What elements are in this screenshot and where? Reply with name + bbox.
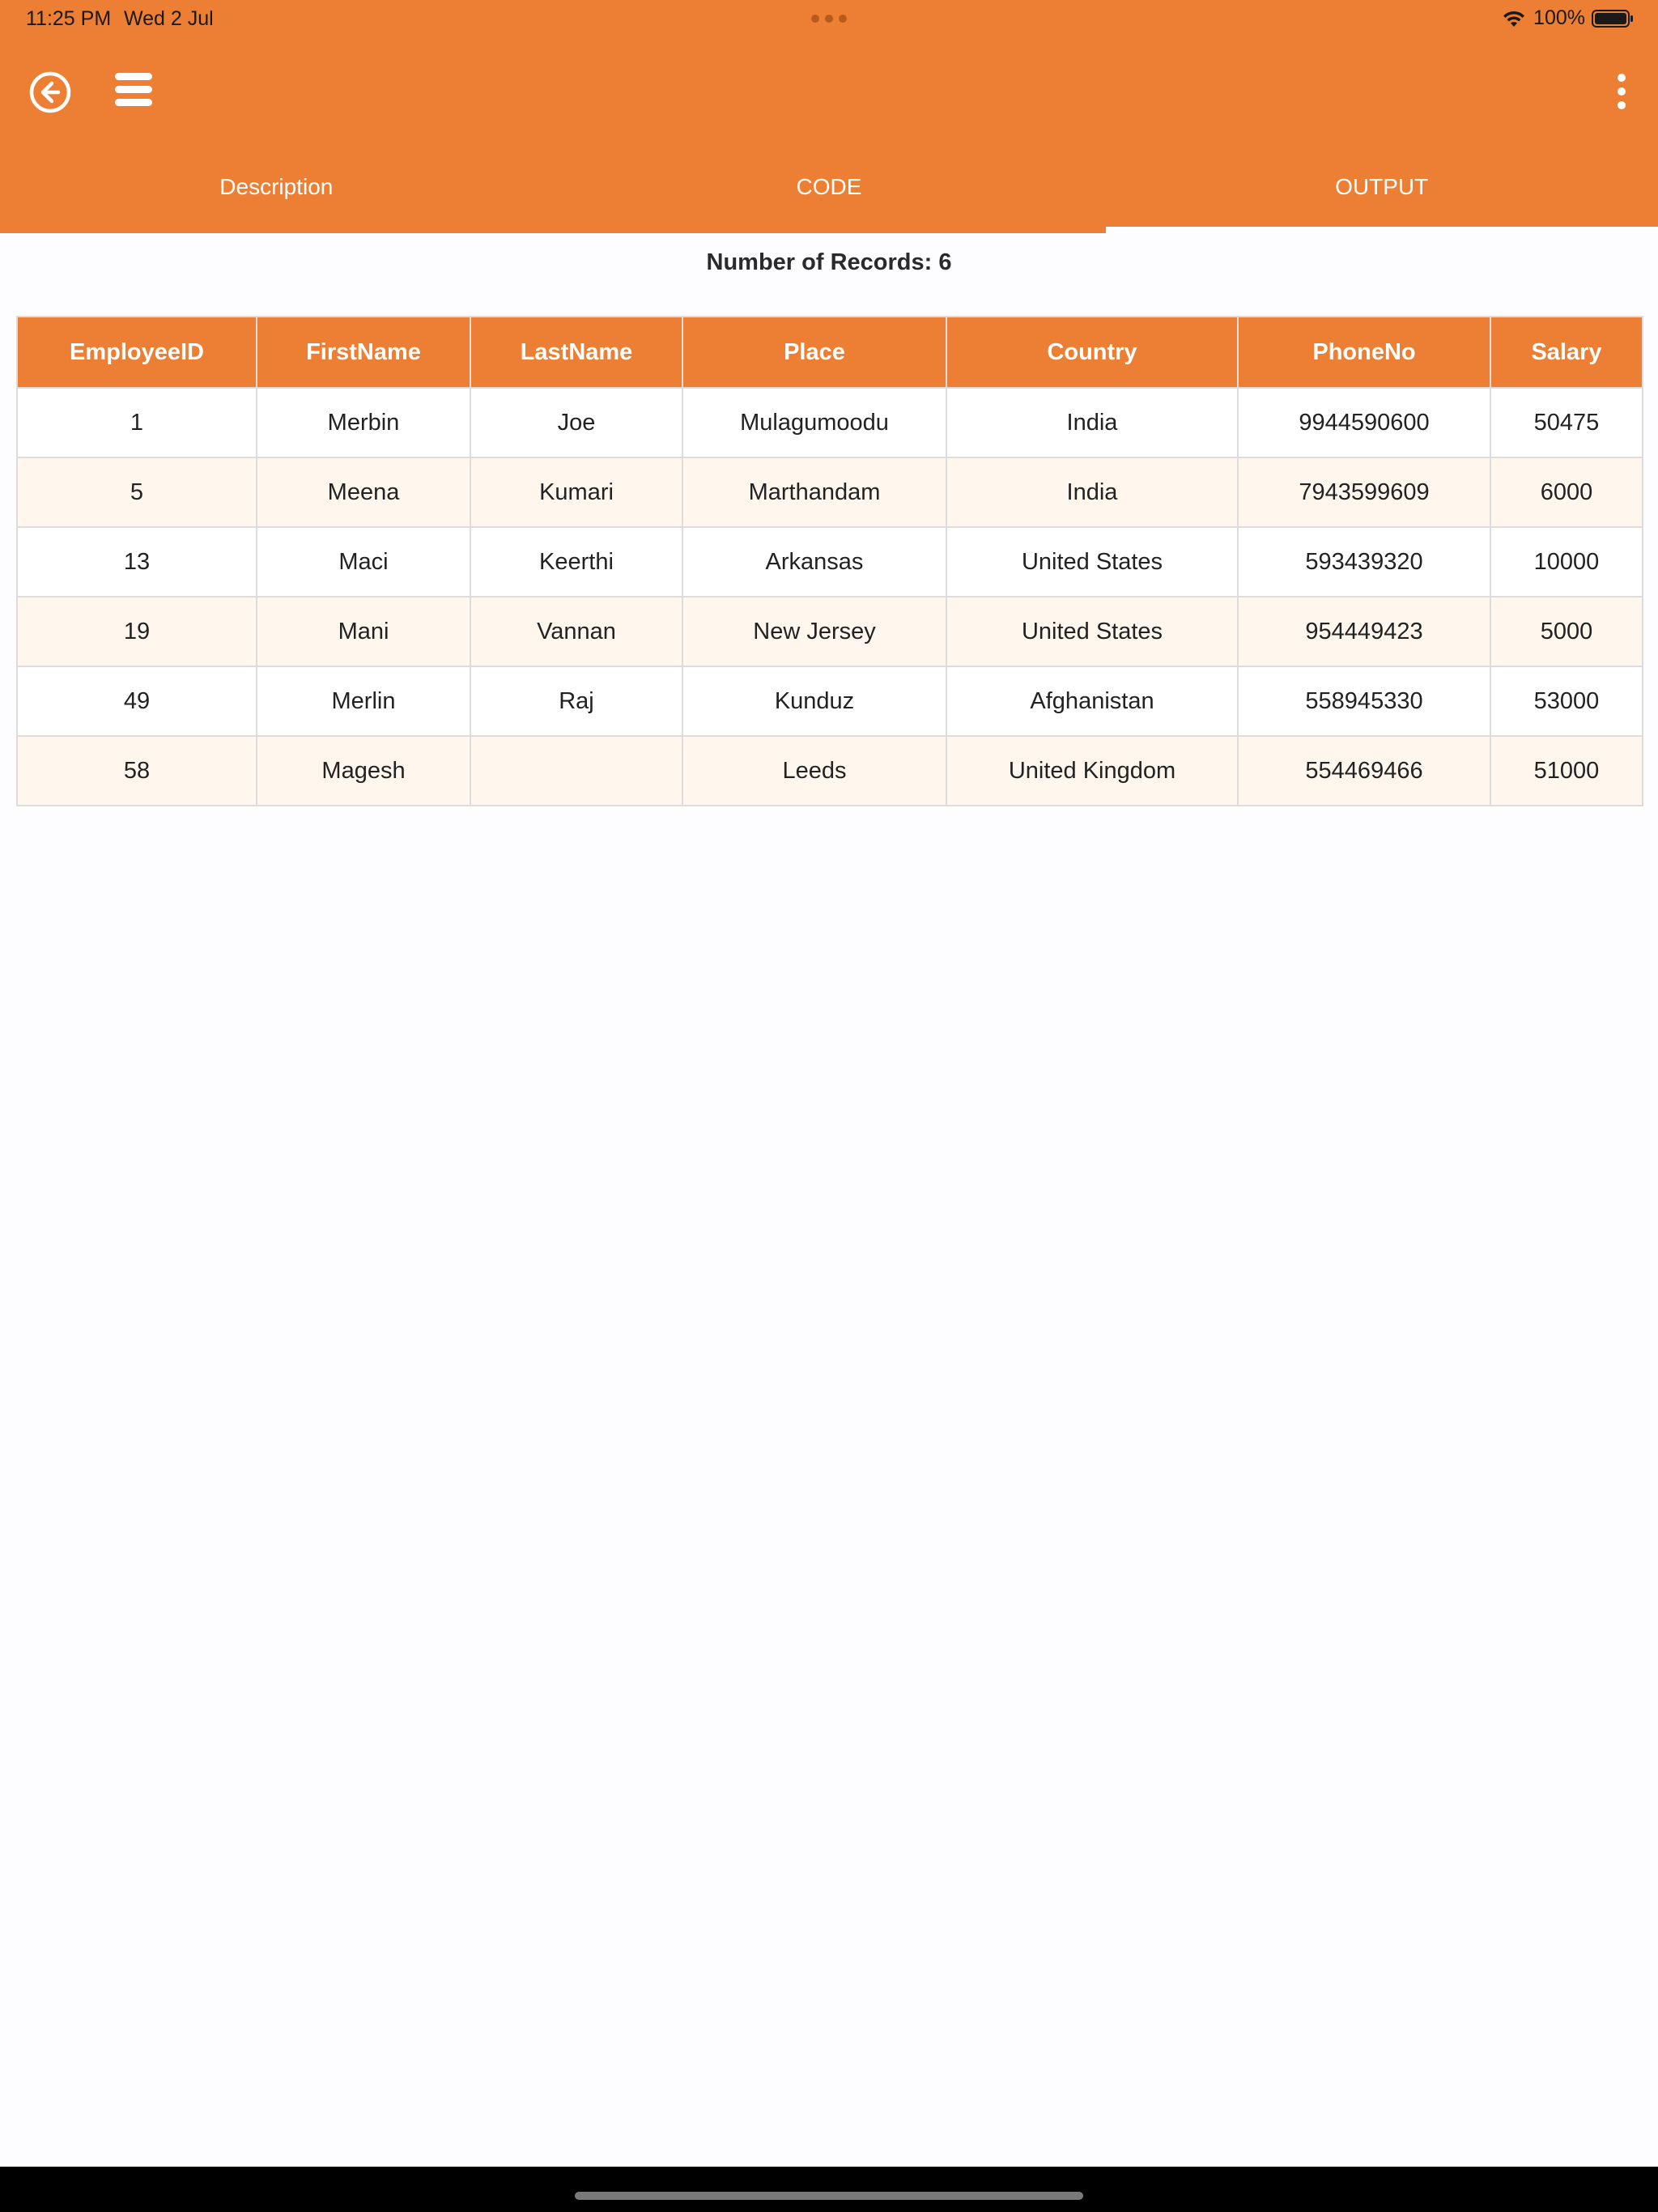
table-cell: 51000 (1490, 736, 1643, 806)
table-cell: Mulagumoodu (682, 388, 946, 457)
table-cell: Leeds (682, 736, 946, 806)
table-cell: Arkansas (682, 527, 946, 597)
table-cell: India (946, 388, 1238, 457)
table-row[interactable] (17, 527, 1643, 597)
table-cell: United Kingdom (946, 736, 1238, 806)
status-bar (0, 0, 1658, 37)
table-cell: Mani (257, 597, 470, 666)
table-cell: 50475 (1490, 388, 1643, 457)
employee-table-container (16, 316, 1642, 806)
multitasking-dots-icon[interactable] (811, 15, 847, 23)
wifi-icon (1501, 9, 1527, 28)
table-cell: Raj (470, 666, 682, 736)
tab-description[interactable]: Description (219, 174, 334, 199)
table-cell: Kumari (470, 457, 682, 527)
table-cell: Maci (257, 527, 470, 597)
table-cell: Joe (470, 388, 682, 457)
home-bar (0, 2167, 1658, 2212)
table-cell: Marthandam (682, 457, 946, 527)
table-cell: 554469466 (1238, 736, 1490, 806)
table-cell: 558945330 (1238, 666, 1490, 736)
tab-bar (0, 144, 1658, 233)
tab-output[interactable]: OUTPUT (1335, 174, 1429, 199)
table-cell: Magesh (257, 736, 470, 806)
table-cell: Kunduz (682, 666, 946, 736)
status-date: Wed 2 Jul (124, 7, 214, 30)
table-row[interactable] (17, 388, 1643, 457)
table-cell: Afghanistan (946, 666, 1238, 736)
home-indicator[interactable] (575, 2192, 1083, 2200)
column-header[interactable]: FirstName (257, 317, 470, 388)
battery-percentage: 100% (1533, 6, 1585, 29)
table-cell: New Jersey (682, 597, 946, 666)
employee-table (16, 316, 1643, 806)
table-cell: 6000 (1490, 457, 1643, 527)
tab-code[interactable]: CODE (796, 174, 862, 199)
table-cell: 49 (17, 666, 257, 736)
status-right (1501, 6, 1634, 30)
table-cell: 954449423 (1238, 597, 1490, 666)
table-cell: 9944590600 (1238, 388, 1490, 457)
battery-icon (1592, 9, 1634, 28)
column-header[interactable]: Country (946, 317, 1238, 388)
table-cell: 13 (17, 527, 257, 597)
table-cell: 53000 (1490, 666, 1643, 736)
table-row[interactable] (17, 597, 1643, 666)
table-cell: 5000 (1490, 597, 1643, 666)
table-cell: 10000 (1490, 527, 1643, 597)
table-row[interactable] (17, 457, 1643, 527)
status-time: 11:25 PM (26, 7, 112, 30)
more-vertical-icon[interactable] (1609, 71, 1634, 112)
column-header[interactable]: LastName (470, 317, 682, 388)
table-cell: 58 (17, 736, 257, 806)
table-cell: Merlin (257, 666, 470, 736)
column-header[interactable]: Place (682, 317, 946, 388)
back-arrow-circle-icon[interactable] (28, 70, 73, 115)
table-cell: 593439320 (1238, 527, 1490, 597)
table-row[interactable] (17, 736, 1643, 806)
column-header[interactable]: Salary (1490, 317, 1643, 388)
hamburger-menu-icon[interactable] (113, 71, 155, 108)
table-cell: 7943599609 (1238, 457, 1490, 527)
table-cell: 5 (17, 457, 257, 527)
table-cell: 1 (17, 388, 257, 457)
table-cell: 19 (17, 597, 257, 666)
table-row[interactable] (17, 666, 1643, 736)
toolbar (0, 37, 1658, 144)
column-header[interactable]: EmployeeID (17, 317, 257, 388)
table-cell: Vannan (470, 597, 682, 666)
table-cell: India (946, 457, 1238, 527)
table-cell: Meena (257, 457, 470, 527)
table-cell: United States (946, 527, 1238, 597)
table-cell (470, 736, 682, 806)
table-cell: Keerthi (470, 527, 682, 597)
column-header[interactable]: PhoneNo (1238, 317, 1490, 388)
active-tab-indicator (1106, 227, 1658, 233)
table-cell: United States (946, 597, 1238, 666)
table-cell: Merbin (257, 388, 470, 457)
table-header-row (17, 317, 1643, 388)
record-count: Number of Records: 6 (706, 249, 952, 275)
table-body (17, 388, 1643, 806)
